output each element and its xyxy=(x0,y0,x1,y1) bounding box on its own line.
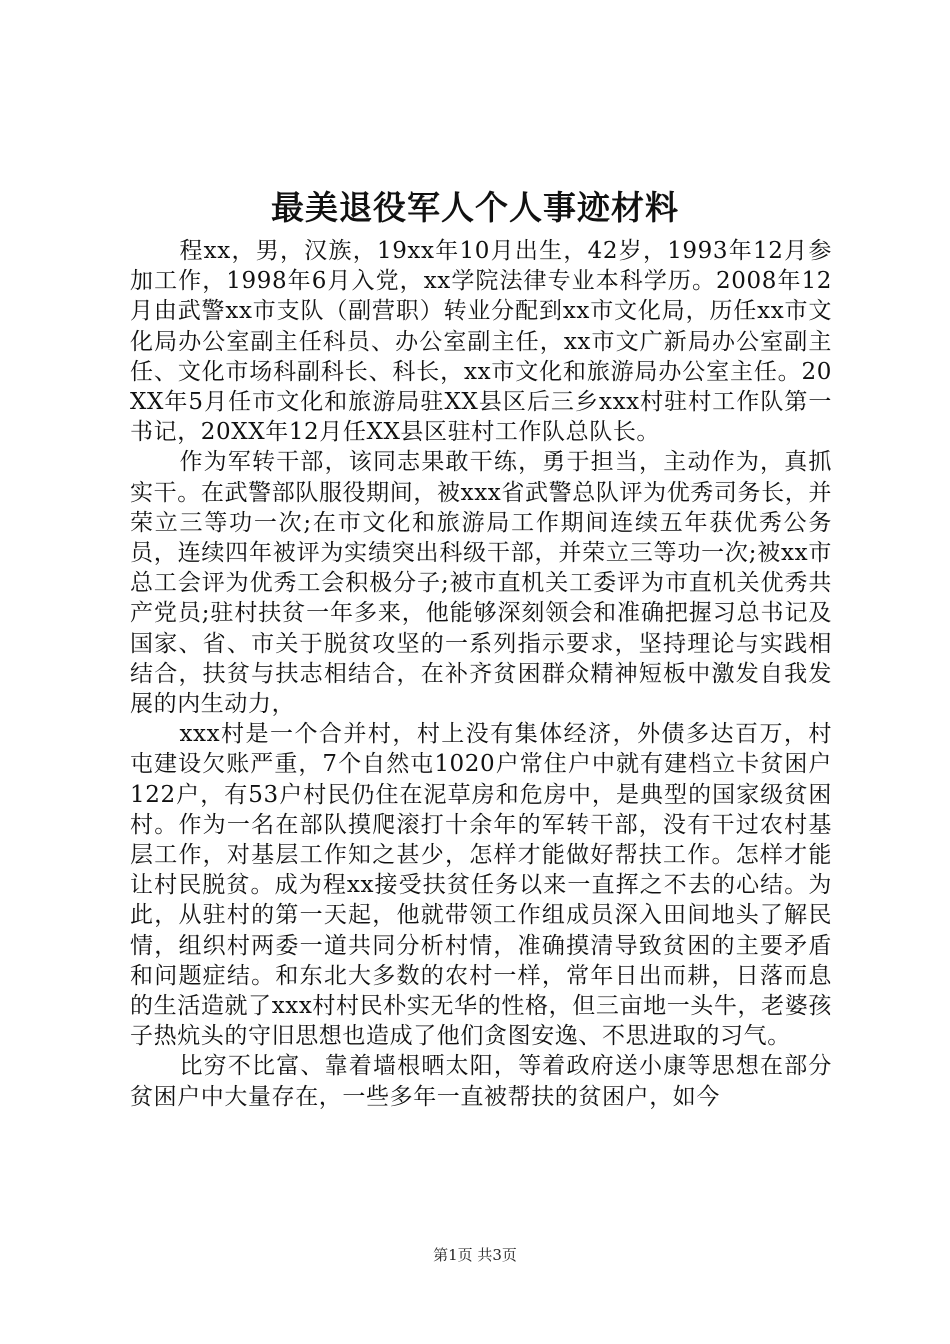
document-body xyxy=(130,236,832,1112)
paragraph-3: xxx村是一个合并村，村上没有集体经济，外债多达百万，村屯建设欠账严重，7个自然屯1020户常住户中就有建档立卡贫困户122户，有53户村民仍住在泥草房和危房中，是典型的国家级贫困村。作为一名在部队摸爬滚打十余年的军转干部，没有干过农村基层工作，对基层工作知之甚少，怎样才能做好帮扶工作。怎样才能让村民脱贫。成为程xx接受扶贫任务以来一直挥之不去的心结。为此，从驻村的第一天起，他就带领工作组成员深入田间地头了解民情，组织村两委一道共同分析村情，准确摸清导致贫困的主要矛盾和问题症结。和东北大多数的农村一样，常年日出而耕，日落而息的生活造就了xxx村村民朴实无华的性格，但三亩地一头牛，老婆孩子热炕头的守旧思想也造成了他们贪图安逸、不思进取的习气。 xyxy=(130,721,832,1050)
page-number-footer: 第1页 共3页 xyxy=(433,1246,517,1264)
paragraph-2: 作为军转干部，该同志果敢干练，勇于担当，主动作为，真抓实干。在武警部队服役期间，被xxx省武警总队评为优秀司务长，并荣立三等功一次;在市文化和旅游局工作期间连续五年获优秀公务员，连续四年被评为实绩突出科级干部，并荣立三等功一次;被xx市总工会评为优秀工会积极分子;被市直机关工委评为市直机关优秀共产党员;驻村扶贫一年多来，他能够深刻领会和准确把握习总书记及国家、省、市关于脱贫攻坚的一系列指示要求，坚持理论与实践相结合，扶贫与扶志相结合，在补齐贫困群众精神短板中激发自我发展的内生动力， xyxy=(130,449,832,718)
paragraph-4: 比穷不比富、靠着墙根晒太阳，等着政府送小康等思想在部分贫困户中大量存在，一些多年一直被帮扶的贫困户，如今 xyxy=(130,1053,832,1110)
paragraph-1: 程xx，男，汉族，19xx年10月出生，42岁，1993年12月参加工作，1998年6月入党，xx学院法律专业本科学历。2008年12月由武警xx市支队（副营职）转业分配到xx市文化局，历任xx市文化局办公室副主任科员、办公室副主任，xx市文广新局办公室副主任、文化市场科副科长、科长，xx市文化和旅游局办公室主任。20XX年5月任市文化和旅游局驻XX县区后三乡xxx村驻村工作队第一书记，20XX年12月任XX县区驻村工作队总队长。 xyxy=(130,238,832,446)
document-title: 最美退役军人个人事迹材料 xyxy=(271,188,679,227)
